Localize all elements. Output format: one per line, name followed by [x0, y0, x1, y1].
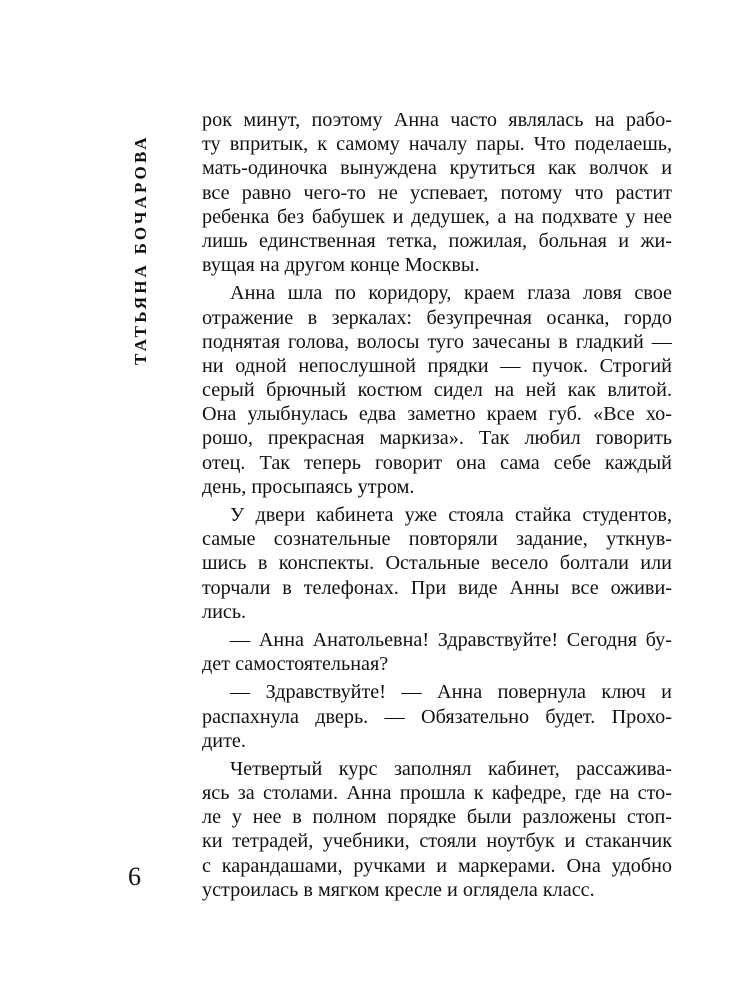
paragraph — [202, 757, 672, 902]
text-line: — Здравствуйте! — Анна повернула ключ и — [230, 681, 672, 704]
paragraph — [202, 108, 672, 277]
text-line: ле у нее в полном порядке были разложены стоп- — [202, 806, 672, 829]
paragraph — [202, 281, 672, 499]
text-line: отражение в зеркалах: безупречная осанка, гордо — [202, 306, 672, 329]
paragraph — [202, 503, 672, 624]
text-line: устроилась в мягком кресле и оглядела класс. — [202, 878, 595, 901]
page-number: 6 — [128, 862, 141, 891]
text-line: отец. Так теперь говорит она сама себе каждый — [202, 451, 672, 474]
text-line: рошо, прекрасная маркиза». Так любил говорить — [202, 427, 672, 450]
paragraph — [202, 680, 672, 753]
text-line: ясь за столами. Анна прошла к кафедре, где на сто- — [202, 782, 672, 805]
text-line: Анна шла по коридору, краем глаза ловя свое — [230, 282, 672, 305]
text-line: дите. — [202, 729, 246, 752]
text-line: У двери кабинета уже стояла стайка студентов, — [230, 504, 672, 526]
text-line: мать-одиночка вынуждена крутиться как волчок и — [202, 157, 672, 180]
text-line: шись в конспекты. Остальные весело болтали или — [202, 552, 672, 575]
text-line: ки тетрадей, учебники, стояли ноутбук и стаканчик — [202, 830, 672, 853]
text-line: рок минут, поэтому Анна часто являлась на рабо- — [202, 109, 672, 131]
text-line: торчали в телефонах. При виде Анны все оживи- — [202, 576, 672, 599]
text-line: с карандашами, ручками и маркерами. Она удобно — [202, 854, 672, 877]
text-line: вущая на другом конце Москвы. — [202, 254, 480, 277]
text-line: дет самостоятельная? — [202, 653, 389, 676]
paragraph — [202, 628, 672, 676]
body-text — [202, 108, 672, 902]
text-line: Четвертый курс заполнял кабинет, рассажива- — [230, 757, 672, 780]
text-line: лись. — [202, 600, 247, 623]
text-line: поднятая голова, волосы туго зачесаны в гладкий — — [202, 330, 672, 353]
text-line: самые сознательные повторяли задание, уткнув- — [202, 528, 672, 551]
text-line: серый брючный костюм сидел на ней как влитой. — [202, 379, 672, 402]
text-line: Она улыбнулась едва заметно краем губ. «Все хо- — [202, 403, 672, 426]
text-line: все равно чего-то не успевает, потому что растит — [202, 181, 672, 204]
text-line: распахнула дверь. — Обязательно будет. Прохо- — [202, 705, 672, 728]
text-line: ребенка без бабушек и дедушек, а на подхвате у нее — [202, 205, 672, 228]
text-line: — Анна Анатольевна! Здравствуйте! Сегодня бу- — [230, 628, 672, 651]
text-line: лишь единственная тетка, пожилая, больная и жи- — [202, 229, 672, 252]
text-line: ту впритык, к самому началу пары. Что поделаешь, — [202, 133, 672, 156]
text-line: день, просыпаясь утром. — [202, 475, 415, 498]
running-head-author: ТАТЬЯНА БОЧАРОВА — [131, 134, 150, 365]
text-line: ни одной непослушной прядки — пучок. Строгий — [202, 354, 672, 377]
